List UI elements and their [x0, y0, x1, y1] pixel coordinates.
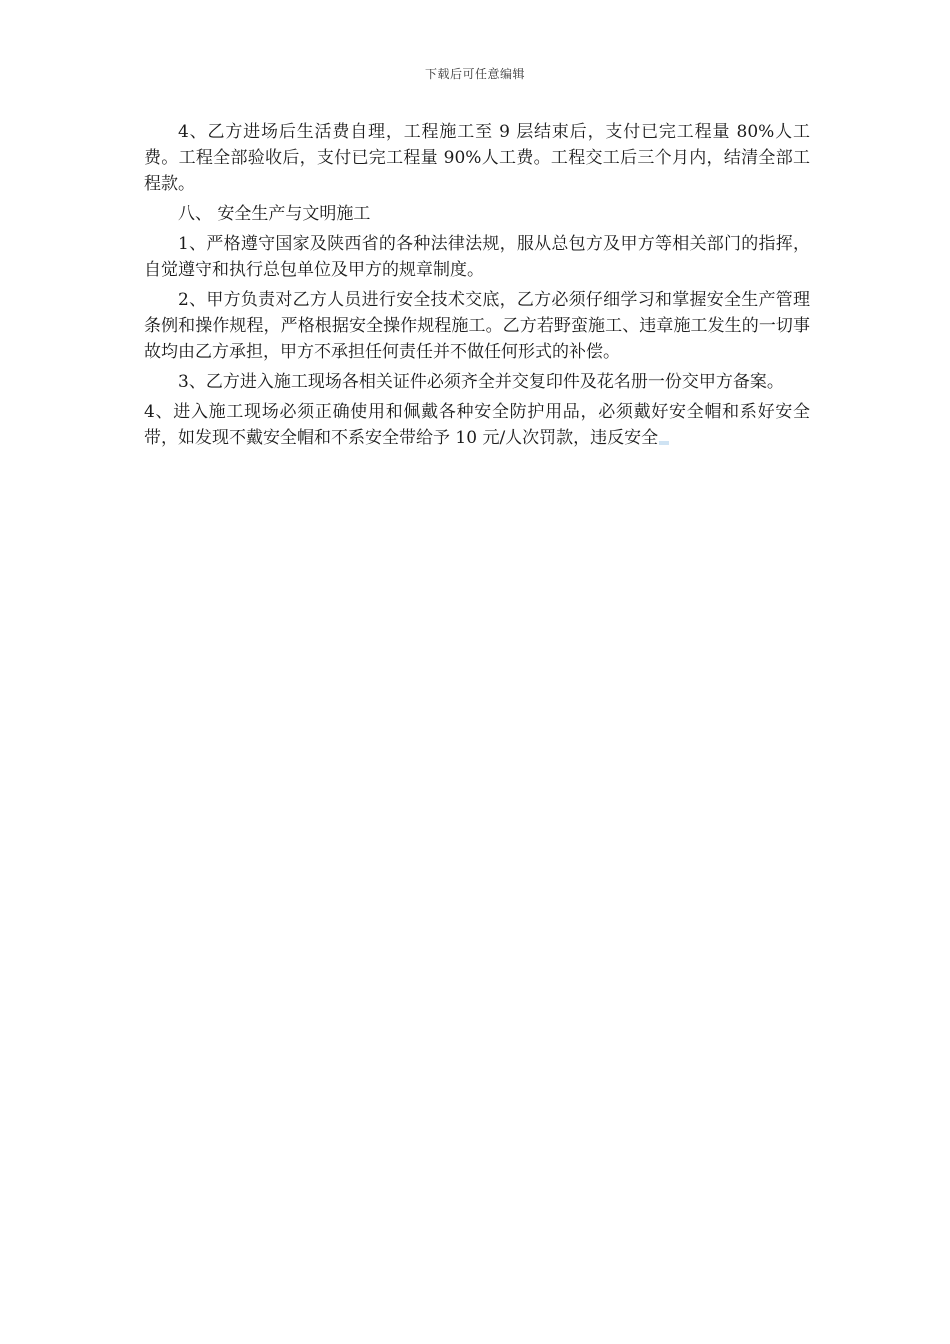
paragraph-clause-4-text: 4、进入施工现场必须正确使用和佩戴各种安全防护用品，必须戴好安全帽和系好安全带，如发现不戴安全帽和不系安全带给予 10 元/人次罚款，违反安全 [144, 402, 810, 448]
page-header: 下载后可任意编辑 [424, 67, 525, 81]
text-cursor-marker [659, 441, 669, 445]
section-heading-safety: 八、 安全生产与文明施工 [178, 204, 371, 224]
paragraph-payment-terms: 4、乙方进场后生活费自理，工程施工至 9 层结束后，支付已完工程量 80%人工费。工程全部验收后，支付已完工程量 90%人工费。工程交工后三个月内，结清全部工程款。 [144, 122, 810, 194]
paragraph-clause-1: 1、严格遵守国家及陕西省的各种法律法规，服从总包方及甲方等相关部门的指挥，自觉遵守和执行总包单位及甲方的规章制度。 [144, 234, 810, 280]
paragraph-clause-2: 2、甲方负责对乙方人员进行安全技术交底，乙方必须仔细学习和掌握安全生产管理条例和操作规程，严格根据安全操作规程施工。乙方若野蛮施工、违章施工发生的一切事故均由乙方承担，甲方不承担任何责任并不做任何形式的补偿。 [144, 290, 810, 362]
paragraph-clause-3: 3、乙方进入施工现场各相关证件必须齐全并交复印件及花名册一份交甲方备案。 [178, 372, 784, 392]
document-body [144, 119, 810, 455]
paragraph-clause-4 [144, 399, 810, 451]
